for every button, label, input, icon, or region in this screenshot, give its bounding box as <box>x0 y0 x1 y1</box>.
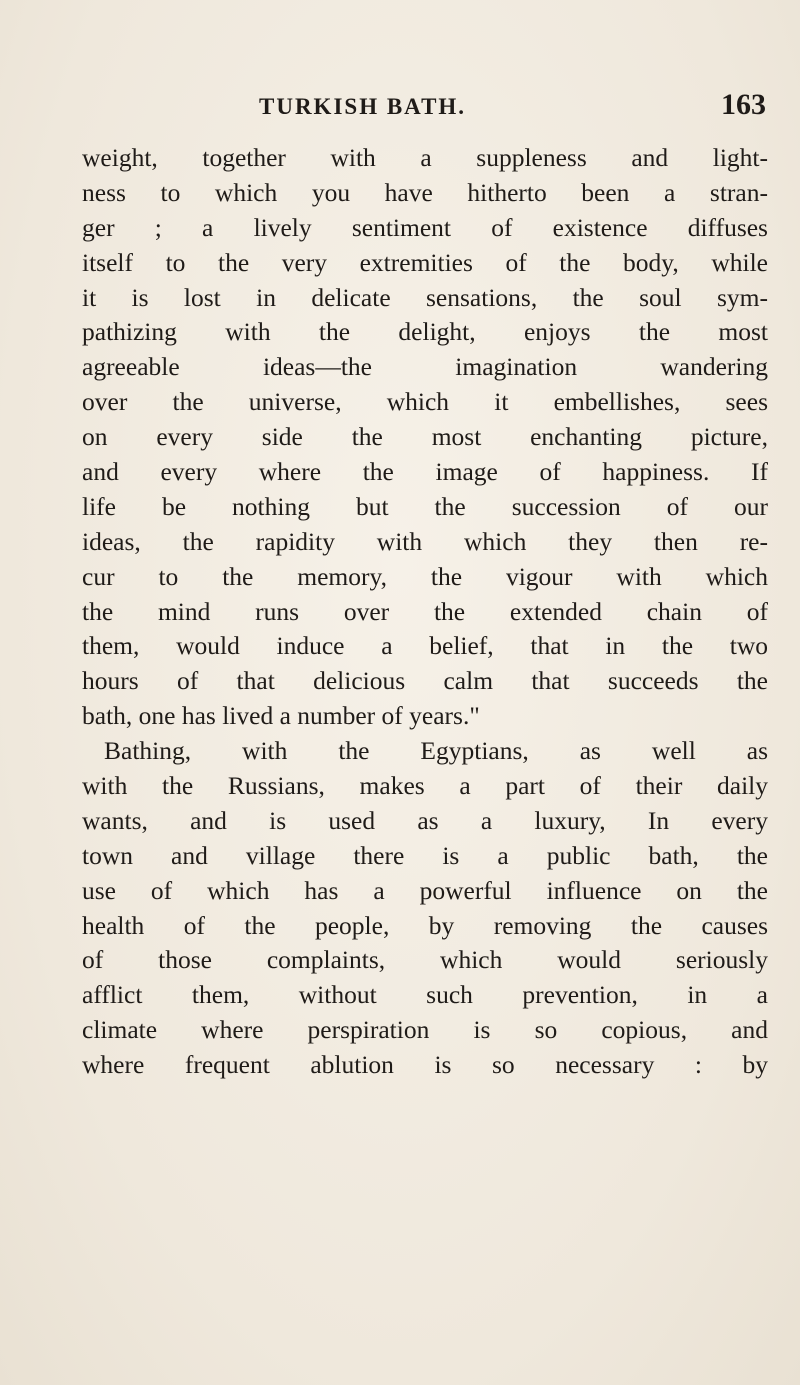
text-line: ness to which you have hitherto been a stran- <box>82 177 768 207</box>
text-line: on every side the most enchanting picture, <box>82 422 768 452</box>
text-line: ger ; a lively sentiment of existence diffuses <box>82 212 768 242</box>
text-line: and every where the image of happiness. If <box>82 457 768 487</box>
body-text <box>82 141 768 1083</box>
text-line: afflict them, without such prevention, in a <box>82 980 768 1010</box>
text-line: the mind runs over the extended chain of <box>82 596 768 626</box>
page-header <box>82 88 766 132</box>
page-number: 163 <box>721 88 766 121</box>
text-line: bath, one has lived a number of years." <box>82 701 480 731</box>
text-line: use of which has a powerful influence on the <box>82 875 768 905</box>
paragraph-start-line: Bathing, with the Egyptians, as well as <box>104 736 768 766</box>
text-line: town and village there is a public bath, the <box>82 840 768 870</box>
text-line: where frequent ablution is so necessary : by <box>82 1050 768 1080</box>
text-line: them, would induce a belief, that in the two <box>82 631 768 661</box>
running-title: TURKISH BATH. <box>259 94 467 119</box>
text-line: pathizing with the delight, enjoys the most <box>82 317 768 347</box>
text-line: itself to the very extremities of the body, while <box>82 247 768 277</box>
text-line: weight, together with a suppleness and light- <box>82 143 768 172</box>
text-line: cur to the memory, the vigour with which <box>82 561 768 591</box>
text-line: life be nothing but the succession of our <box>82 491 768 521</box>
text-line: of those complaints, which would seriously <box>82 945 768 975</box>
text-line: wants, and is used as a luxury, In every <box>82 805 768 835</box>
text-line: it is lost in delicate sensations, the soul sym- <box>82 282 768 312</box>
text-line: with the Russians, makes a part of their daily <box>82 771 768 801</box>
text-line: over the universe, which it embellishes, sees <box>82 387 768 417</box>
text-line: hours of that delicious calm that succeeds the <box>82 666 768 696</box>
text-line: health of the people, by removing the causes <box>82 910 768 940</box>
text-line: climate where perspiration is so copious, and <box>82 1015 768 1045</box>
text-line: agreeable ideas—the imagination wandering <box>82 352 768 382</box>
text-line: ideas, the rapidity with which they then re- <box>82 526 768 556</box>
